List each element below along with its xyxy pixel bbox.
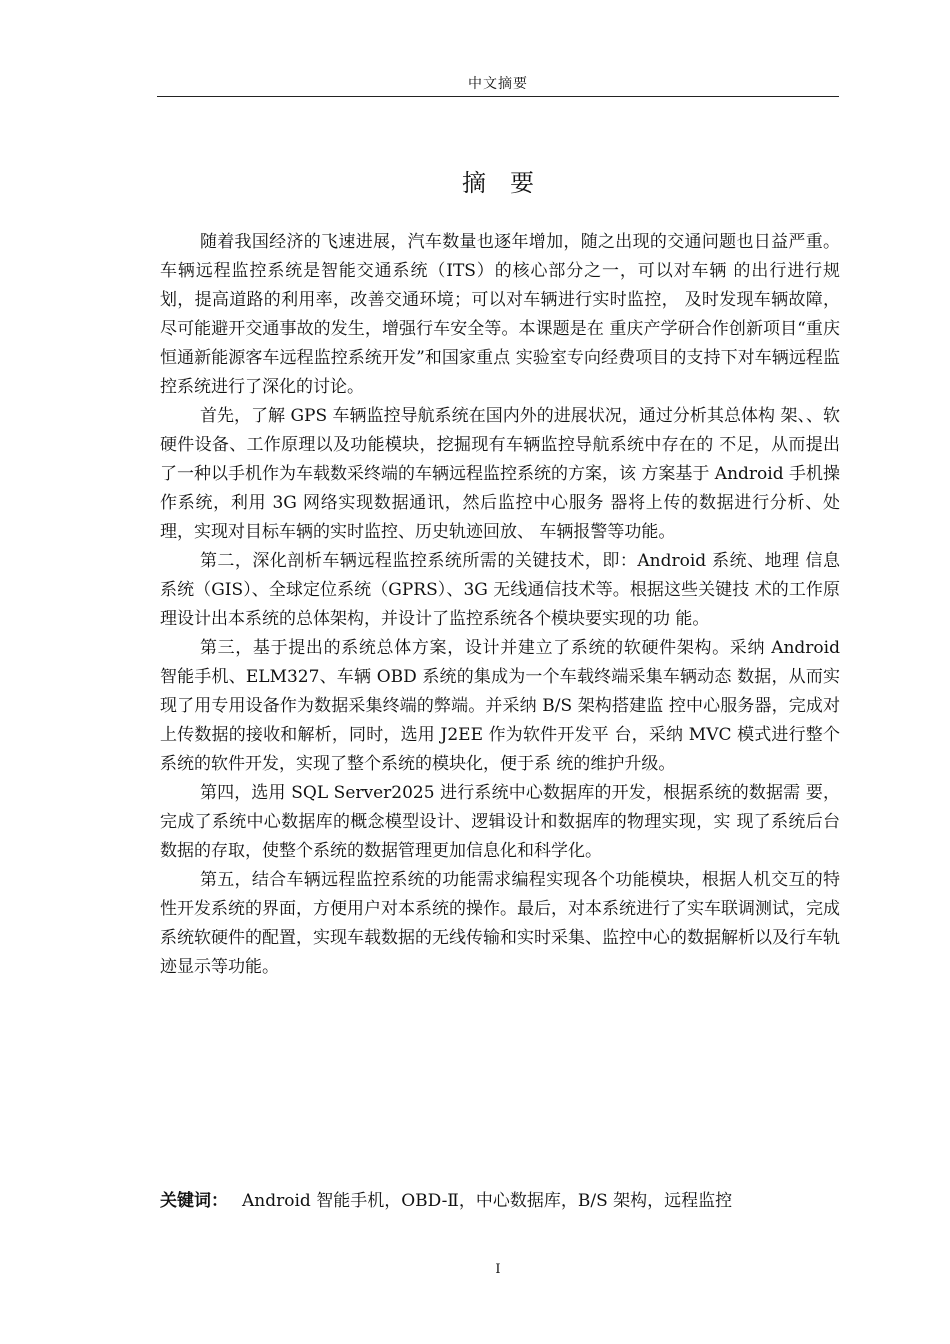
- abstract-paragraph-2: 首先，了解 GPS 车辆监控导航系统在国内外的进展状况，通过分析其总体构 架、、软硬件设备、工作原理以及功能模块，挖掘现有车辆监控导航系统中存在的 不足，从而提出了一种以手机作为车载数采终端的车辆远程监控系统的方案，该 方案基于 Android 手机操作系统，利用 3G 网络实现数据通讯，然后监控中心服务 器将上传的数据进行分析、处理，实现对目标车辆的实时监控、历史轨迹回放、 车辆报警等功能。: [160, 406, 840, 542]
- page-header: 中文摘要: [468, 76, 528, 92]
- header-divider: [157, 96, 839, 97]
- abstract-body: [160, 228, 840, 982]
- page-title: 摘要: [462, 169, 558, 197]
- abstract-paragraph-3: 第二，深化剖析车辆远程监控系统所需的关键技术，即：Android 系统、地理 信息系统（GIS）、全球定位系统（GPRS）、3G 无线通信技术等。根据这些关键技 术的工作原理设计出本系统的总体架构，并设计了监控系统各个模块要实现的功 能。: [160, 551, 840, 629]
- keywords-text: Android 智能手机，OBD-Ⅱ，中心数据库，B/S 架构，远程监控: [242, 1191, 733, 1211]
- page-number: I: [495, 1262, 501, 1277]
- keywords-line: [160, 1187, 840, 1216]
- abstract-paragraph-5: 第四，选用 SQL Server2025 进行系统中心数据库的开发，根据系统的数据需 要，完成了系统中心数据库的概念模型设计、逻辑设计和数据库的物理实现，实 现了系统后台数据的存取，使整个系统的数据管理更加信息化和科学化。: [160, 783, 840, 861]
- keywords-label: 关键词：: [160, 1191, 228, 1211]
- abstract-paragraph-6: 第五，结合车辆远程监控系统的功能需求编程实现各个功能模块，根据人机交互的特性开发系统的界面，方便用户对本系统的操作。最后，对本系统进行了实车联调测试，完成系统软硬件的配置，实现车载数据的无线传输和实时采集、监控中心的数据解析以及行车轨迹显示等功能。: [160, 870, 840, 977]
- abstract-paragraph-1: 随着我国经济的飞速进展，汽车数量也逐年增加，随之出现的交通问题也日益严重。车辆远程监控系统是智能交通系统（ITS）的核心部分之一，可以对车辆 的出行进行规划，提高道路的利用率，改善交通环境；可以对车辆进行实时监控， 及时发现车辆故障，尽可能避开交通事故的发生，增强行车安全等。本课题是在 重庆产学研合作创新项目“重庆恒通新能源客车远程监控系统开发”和国家重点 实验室专向经费项目的支持下对车辆远程监控系统进行了深化的讨论。: [160, 232, 840, 397]
- abstract-paragraph-4: 第三，基于提出的系统总体方案，设计并建立了系统的软硬件架构。采纳 Android 智能手机、ELM327、车辆 OBD 系统的集成为一个车载终端采集车辆动态 数据，从而实现了用专用设备作为数据采集终端的弊端。并采纳 B/S 架构搭建监 控中心服务器，完成对上传数据的接收和解析，同时，选用 J2EE 作为软件开发平 台，采纳 MVC 模式进行整个系统的软件开发，实现了整个系统的模块化，便于系 统的维护升级。: [160, 638, 840, 774]
